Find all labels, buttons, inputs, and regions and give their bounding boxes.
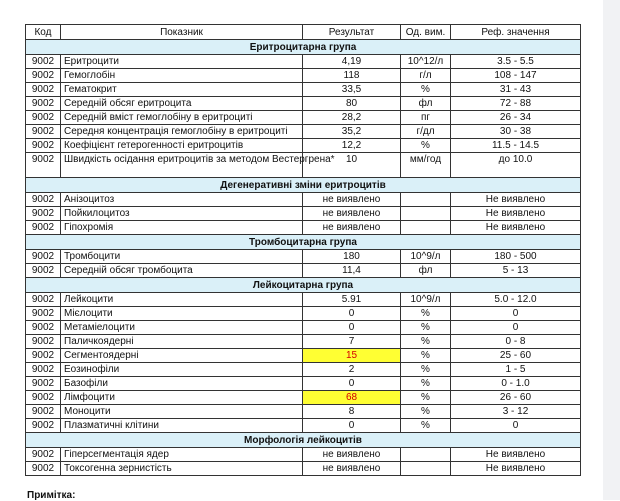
cell-result: 80 (303, 97, 401, 111)
cell-ref: 30 - 38 (451, 125, 581, 139)
cell-unit: % (401, 349, 451, 363)
section-title: Дегенеративні зміни еритроцитів (26, 178, 581, 193)
cell-code: 9002 (26, 349, 61, 363)
cell-name: Моноцити (61, 405, 303, 419)
cell-result: 2 (303, 363, 401, 377)
cell-ref: 11.5 - 14.5 (451, 139, 581, 153)
cell-unit: 10^9/л (401, 250, 451, 264)
cell-result: 5.91 (303, 293, 401, 307)
cell-ref: 0 (451, 321, 581, 335)
cell-name: Середній вміст гемоглобіну в еритроциті (61, 111, 303, 125)
cell-code: 9002 (26, 363, 61, 377)
cell-result: 8 (303, 405, 401, 419)
cell-code: 9002 (26, 405, 61, 419)
table-row (26, 139, 581, 153)
table-row (26, 377, 581, 391)
cell-name: Середня концентрація гемоглобіну в еритроциті (61, 125, 303, 139)
cell-ref: Не виявлено (451, 207, 581, 221)
section-header-row (26, 433, 581, 448)
cell-result: 0 (303, 307, 401, 321)
cell-ref: 25 - 60 (451, 349, 581, 363)
cell-name: Гіпохромія (61, 221, 303, 235)
table-row (26, 321, 581, 335)
cell-ref: 0 (451, 419, 581, 433)
cell-ref: 108 - 147 (451, 69, 581, 83)
table-row (26, 125, 581, 139)
table-row (26, 83, 581, 97)
cell-name: Метаміелоцити (61, 321, 303, 335)
cell-unit: % (401, 307, 451, 321)
cell-code: 9002 (26, 69, 61, 83)
cell-ref: Не виявлено (451, 462, 581, 476)
cell-ref: 1 - 5 (451, 363, 581, 377)
cell-ref: 0 - 1.0 (451, 377, 581, 391)
cell-unit: 10^12/л (401, 55, 451, 69)
cell-unit: % (401, 419, 451, 433)
cell-name: Гематокрит (61, 83, 303, 97)
table-header-row (26, 25, 581, 40)
table-row (26, 55, 581, 69)
section-title: Тромбоцитарна група (26, 235, 581, 250)
cell-result: 12,2 (303, 139, 401, 153)
cell-result: 68 (303, 391, 401, 405)
cell-result: не виявлено (303, 221, 401, 235)
cell-unit: г/дл (401, 125, 451, 139)
cell-result: 118 (303, 69, 401, 83)
cell-result: 15 (303, 349, 401, 363)
cell-name: Швидкість осідання еритроцитів за методом Вестергрена* (61, 153, 303, 178)
cell-ref: 180 - 500 (451, 250, 581, 264)
cell-unit: фл (401, 264, 451, 278)
cell-unit (401, 448, 451, 462)
cell-ref: 3.5 - 5.5 (451, 55, 581, 69)
cell-result: не виявлено (303, 462, 401, 476)
cell-unit: фл (401, 97, 451, 111)
cell-name: Середній обсяг тромбоцита (61, 264, 303, 278)
cell-name: Лімфоцити (61, 391, 303, 405)
cell-code: 9002 (26, 97, 61, 111)
cell-ref: 31 - 43 (451, 83, 581, 97)
header-result: Результат (303, 25, 401, 40)
cell-unit: % (401, 377, 451, 391)
cell-code: 9002 (26, 307, 61, 321)
cell-unit: % (401, 363, 451, 377)
cell-ref: Не виявлено (451, 193, 581, 207)
cell-unit (401, 221, 451, 235)
cell-result: 33,5 (303, 83, 401, 97)
table-row (26, 349, 581, 363)
cell-code: 9002 (26, 335, 61, 349)
table-row (26, 448, 581, 462)
cell-result: не виявлено (303, 448, 401, 462)
table-row (26, 264, 581, 278)
table-row (26, 250, 581, 264)
cell-unit: % (401, 405, 451, 419)
cell-code: 9002 (26, 419, 61, 433)
section-title: Морфологія лейкоцитів (26, 433, 581, 448)
cell-ref: 0 - 8 (451, 335, 581, 349)
cell-ref: 0 (451, 307, 581, 321)
cell-ref: Не виявлено (451, 221, 581, 235)
table-body (26, 40, 581, 476)
cell-unit: 10^9/л (401, 293, 451, 307)
cell-code: 9002 (26, 139, 61, 153)
table-row (26, 193, 581, 207)
table-row (26, 221, 581, 235)
cell-unit (401, 193, 451, 207)
cell-unit (401, 462, 451, 476)
cell-name: Мієлоцити (61, 307, 303, 321)
header-name: Показник (61, 25, 303, 40)
cell-result: 0 (303, 419, 401, 433)
cell-ref: 5 - 13 (451, 264, 581, 278)
cell-name: Гіперсегментація ядер (61, 448, 303, 462)
cell-code: 9002 (26, 250, 61, 264)
cell-code: 9002 (26, 221, 61, 235)
table-row (26, 391, 581, 405)
cell-name: Базофіли (61, 377, 303, 391)
section-header-row (26, 40, 581, 55)
cell-code: 9002 (26, 153, 61, 178)
header-unit: Од. вим. (401, 25, 451, 40)
cell-unit: пг (401, 111, 451, 125)
section-header-row (26, 278, 581, 293)
section-header-row (26, 178, 581, 193)
cell-name: Гемоглобін (61, 69, 303, 83)
cell-name: Пойкилоцитоз (61, 207, 303, 221)
cell-unit: мм/год (401, 153, 451, 178)
cell-code: 9002 (26, 321, 61, 335)
page-edge-strip (603, 0, 620, 500)
cell-code: 9002 (26, 462, 61, 476)
cell-unit: % (401, 335, 451, 349)
cell-ref: 26 - 34 (451, 111, 581, 125)
table-row (26, 207, 581, 221)
cell-code: 9002 (26, 193, 61, 207)
cell-name: Коефіцієнт гетерогенності еритроцитів (61, 139, 303, 153)
cell-code: 9002 (26, 111, 61, 125)
cell-code: 9002 (26, 83, 61, 97)
cell-code: 9002 (26, 55, 61, 69)
lab-results-table (25, 24, 581, 476)
cell-code: 9002 (26, 448, 61, 462)
table-row (26, 419, 581, 433)
cell-name: Лейкоцити (61, 293, 303, 307)
table-row (26, 69, 581, 83)
cell-name: Еозинофіли (61, 363, 303, 377)
cell-result: 180 (303, 250, 401, 264)
cell-name: Паличкоядерні (61, 335, 303, 349)
cell-ref: 3 - 12 (451, 405, 581, 419)
table-row (26, 335, 581, 349)
cell-code: 9002 (26, 207, 61, 221)
cell-result: 0 (303, 321, 401, 335)
header-code: Код (26, 25, 61, 40)
table-row (26, 97, 581, 111)
note-label: Примітка: (27, 490, 76, 501)
cell-result: 0 (303, 377, 401, 391)
cell-unit: % (401, 139, 451, 153)
cell-name: Сегментоядерні (61, 349, 303, 363)
cell-name: Токсогенна зернистість (61, 462, 303, 476)
cell-code: 9002 (26, 125, 61, 139)
cell-result: 35,2 (303, 125, 401, 139)
cell-ref: 72 - 88 (451, 97, 581, 111)
cell-unit (401, 207, 451, 221)
cell-code: 9002 (26, 264, 61, 278)
cell-code: 9002 (26, 391, 61, 405)
cell-name: Плазматичні клітини (61, 419, 303, 433)
cell-code: 9002 (26, 293, 61, 307)
cell-unit: % (401, 83, 451, 97)
table-row (26, 462, 581, 476)
table-row (26, 293, 581, 307)
cell-result: 10 (303, 153, 401, 178)
cell-result: не виявлено (303, 207, 401, 221)
cell-name: Тромбоцити (61, 250, 303, 264)
cell-name: Еритроцити (61, 55, 303, 69)
section-header-row (26, 235, 581, 250)
header-ref: Реф. значення (451, 25, 581, 40)
section-title: Лейкоцитарна група (26, 278, 581, 293)
cell-unit: % (401, 391, 451, 405)
section-title: Еритроцитарна група (26, 40, 581, 55)
cell-ref: 5.0 - 12.0 (451, 293, 581, 307)
cell-result: 11,4 (303, 264, 401, 278)
cell-code: 9002 (26, 377, 61, 391)
cell-ref: до 10.0 (451, 153, 581, 178)
cell-result: 28,2 (303, 111, 401, 125)
cell-unit: % (401, 321, 451, 335)
table-row (26, 363, 581, 377)
cell-result: 7 (303, 335, 401, 349)
table-row (26, 307, 581, 321)
table-row (26, 153, 581, 178)
table-row (26, 405, 581, 419)
cell-result: 4,19 (303, 55, 401, 69)
cell-result: не виявлено (303, 193, 401, 207)
table-row (26, 111, 581, 125)
cell-ref: 26 - 60 (451, 391, 581, 405)
cell-unit: г/л (401, 69, 451, 83)
cell-name: Середній обсяг еритроцита (61, 97, 303, 111)
cell-name: Анізоцитоз (61, 193, 303, 207)
cell-ref: Не виявлено (451, 448, 581, 462)
